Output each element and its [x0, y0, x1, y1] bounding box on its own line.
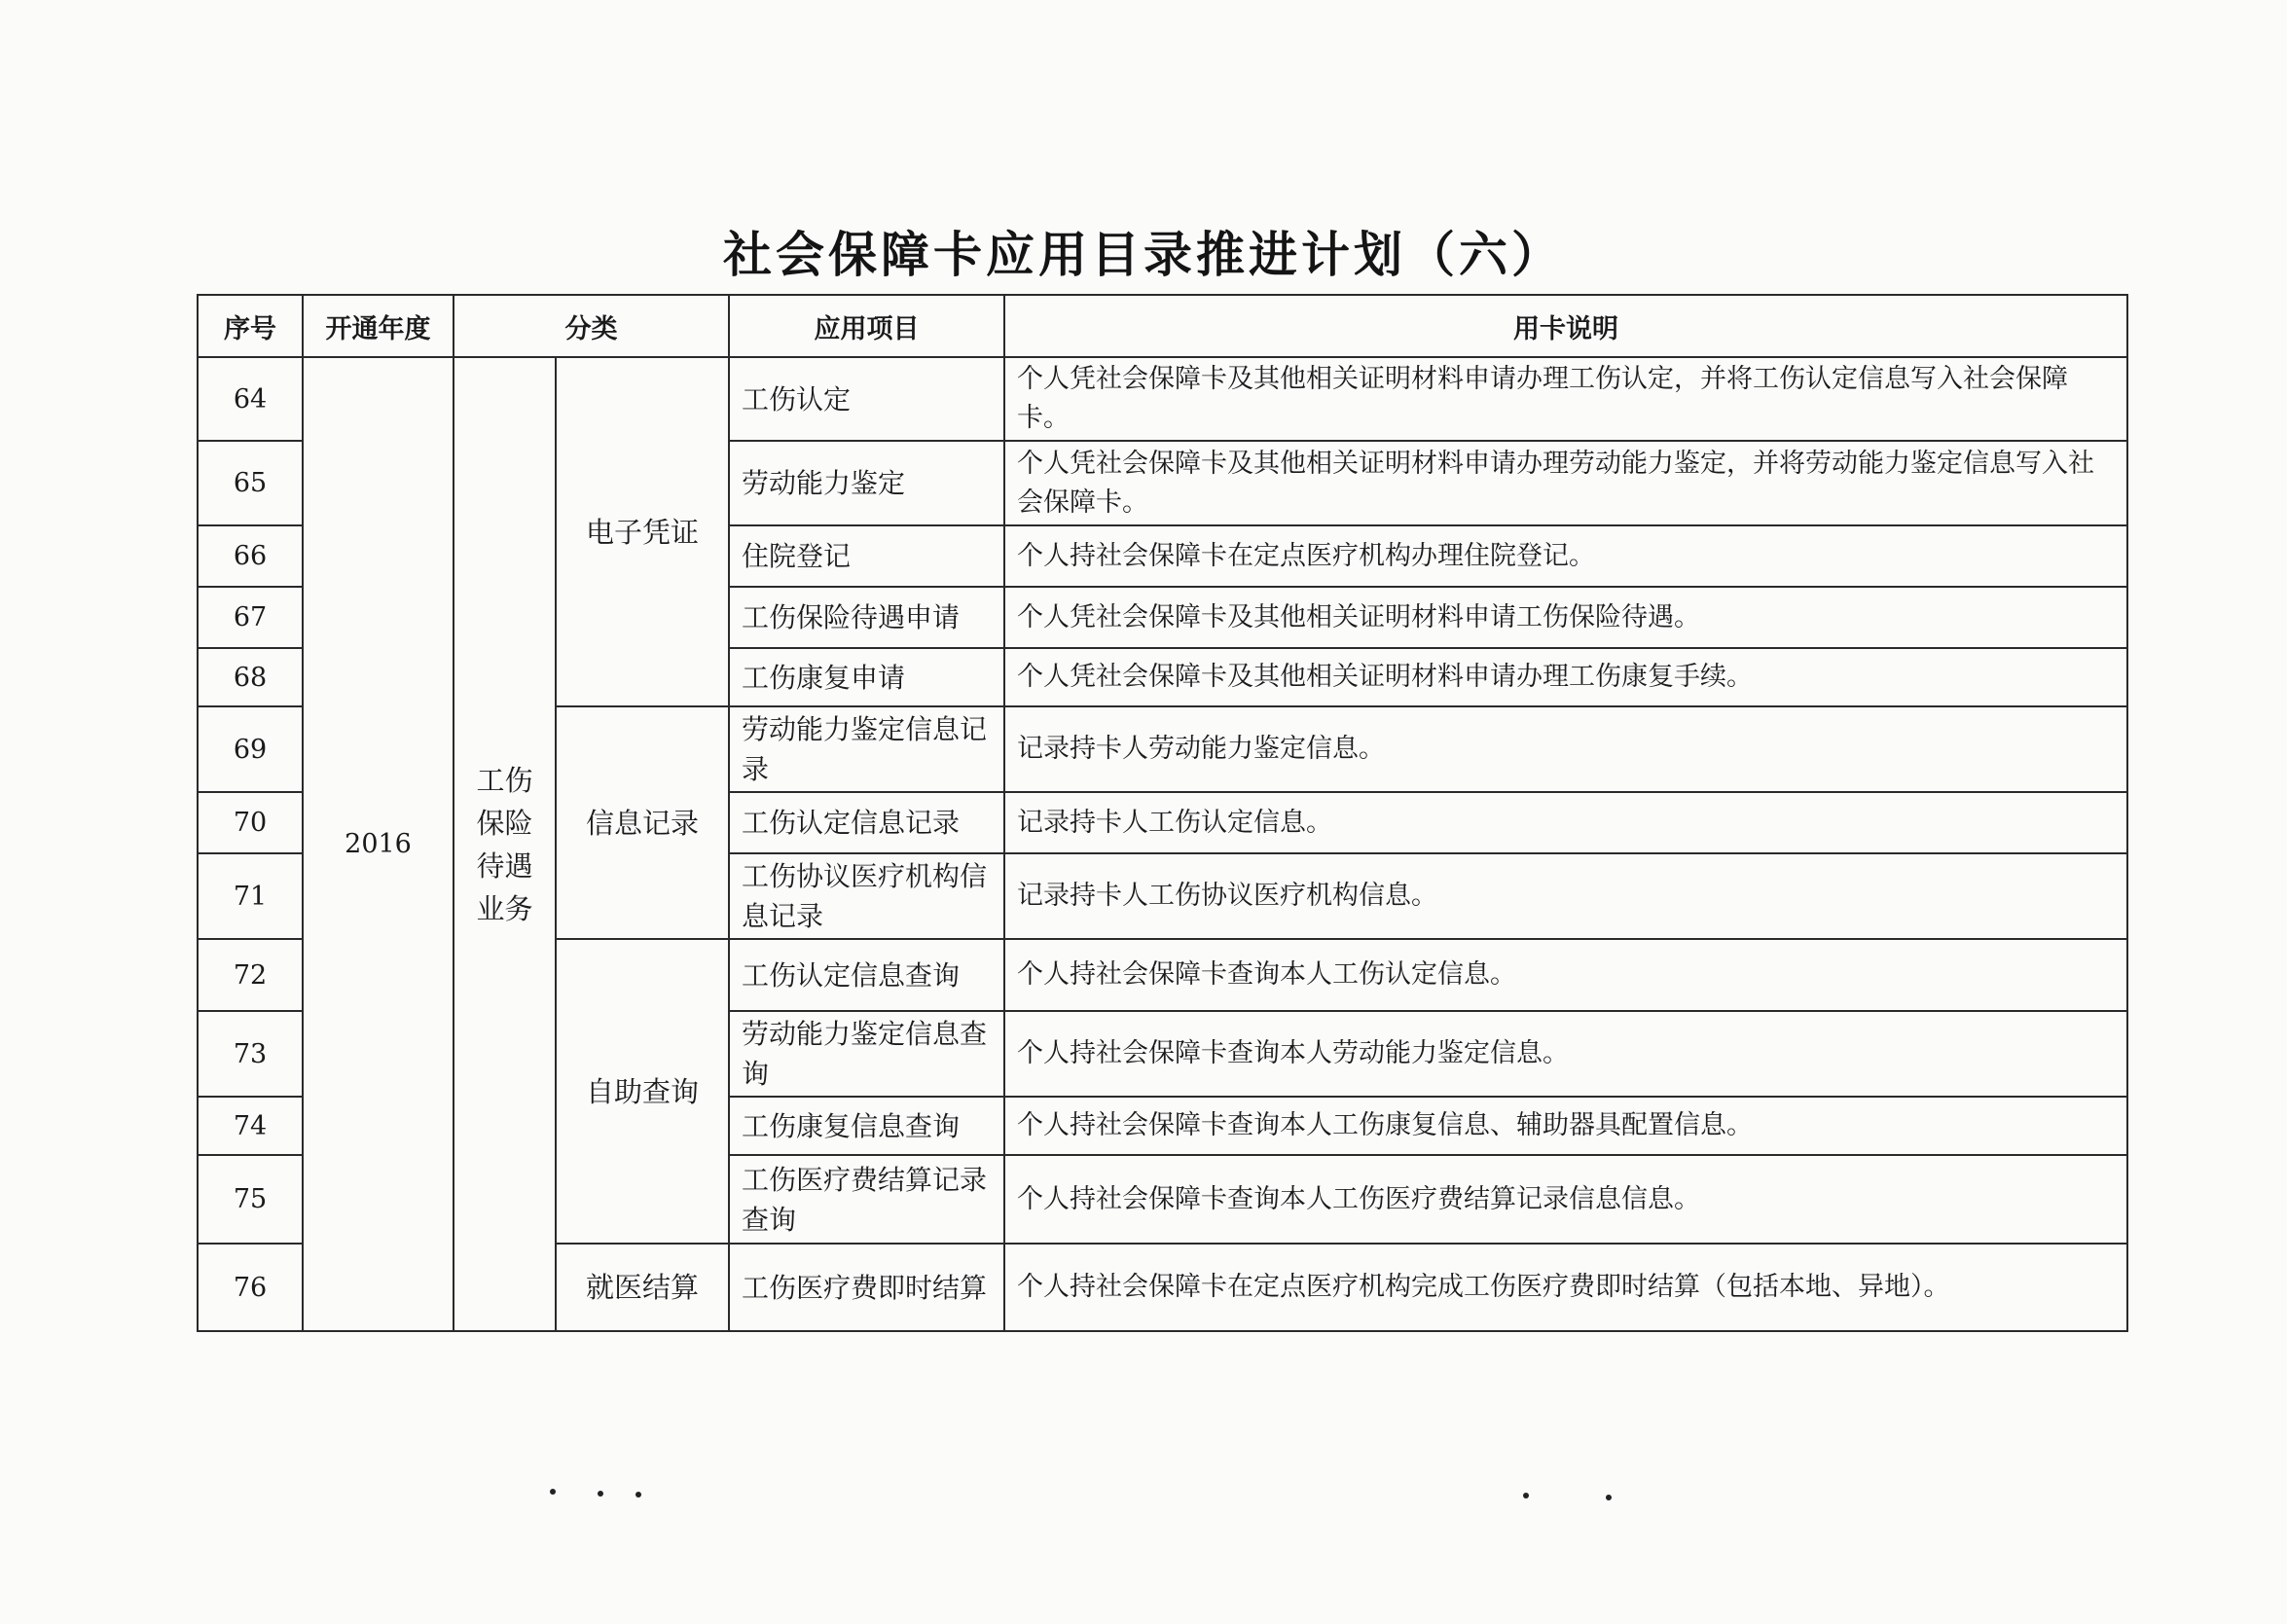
item-cell: 工伤医疗费即时结算	[729, 1244, 1004, 1331]
description-cell: 记录持卡人劳动能力鉴定信息。	[1004, 706, 2127, 792]
description-cell: 记录持卡人工伤协议医疗机构信息。	[1004, 853, 2127, 939]
item-cell: 工伤认定信息记录	[729, 792, 1004, 853]
row-number: 67	[198, 587, 303, 648]
subcategory-info-record: 信息记录	[556, 706, 729, 939]
row-number: 76	[198, 1244, 303, 1331]
row-number: 73	[198, 1011, 303, 1097]
item-cell: 住院登记	[729, 525, 1004, 587]
description-cell: 个人持社会保障卡查询本人工伤康复信息、辅助器具配置信息。	[1004, 1097, 2127, 1155]
scan-speck	[635, 1492, 641, 1498]
item-cell: 工伤认定	[729, 357, 1004, 441]
item-cell: 劳动能力鉴定信息记录	[729, 706, 1004, 792]
scan-speck	[1523, 1493, 1529, 1498]
description-cell: 个人凭社会保障卡及其他相关证明材料申请办理工伤认定，并将工伤认定信息写入社会保障卡。	[1004, 357, 2127, 441]
item-cell: 工伤医疗费结算记录查询	[729, 1155, 1004, 1244]
page-title: 社会保障卡应用目录推进计划（六）	[723, 227, 1564, 283]
row-number: 72	[198, 939, 303, 1011]
application-plan-table	[197, 294, 2128, 1332]
scan-speck	[598, 1491, 603, 1497]
description-cell: 个人凭社会保障卡及其他相关证明材料申请工伤保险待遇。	[1004, 587, 2127, 648]
header-seq: 序号	[198, 295, 303, 357]
item-cell: 工伤保险待遇申请	[729, 587, 1004, 648]
item-cell: 劳动能力鉴定	[729, 441, 1004, 525]
row-number: 75	[198, 1155, 303, 1244]
description-cell: 个人持社会保障卡在定点医疗机构完成工伤医疗费即时结算（包括本地、异地）。	[1004, 1244, 2127, 1331]
item-cell: 工伤康复申请	[729, 648, 1004, 706]
row-number: 71	[198, 853, 303, 939]
item-cell: 工伤康复信息查询	[729, 1097, 1004, 1155]
description-cell: 个人凭社会保障卡及其他相关证明材料申请办理劳动能力鉴定，并将劳动能力鉴定信息写入社会保障卡。	[1004, 441, 2127, 525]
header-item: 应用项目	[729, 295, 1004, 357]
description-cell: 记录持卡人工伤认定信息。	[1004, 792, 2127, 853]
header-year: 开通年度	[303, 295, 454, 357]
row-number: 66	[198, 525, 303, 587]
item-cell: 工伤协议医疗机构信息记录	[729, 853, 1004, 939]
row-number: 69	[198, 706, 303, 792]
table-header-row	[198, 295, 2127, 357]
year-cell: 2016	[303, 357, 454, 1331]
description-cell: 个人持社会保障卡查询本人劳动能力鉴定信息。	[1004, 1011, 2127, 1097]
row-number: 65	[198, 441, 303, 525]
description-cell: 个人持社会保障卡查询本人工伤医疗费结算记录信息信息。	[1004, 1155, 2127, 1244]
description-cell: 个人持社会保障卡在定点医疗机构办理住院登记。	[1004, 525, 2127, 587]
row-number: 70	[198, 792, 303, 853]
description-cell: 个人凭社会保障卡及其他相关证明材料申请办理工伤康复手续。	[1004, 648, 2127, 706]
subcategory-self-query: 自助查询	[556, 939, 729, 1244]
row-number: 74	[198, 1097, 303, 1155]
header-description: 用卡说明	[1004, 295, 2127, 357]
scan-speck	[550, 1489, 556, 1495]
item-cell: 劳动能力鉴定信息查询	[729, 1011, 1004, 1097]
item-cell: 工伤认定信息查询	[729, 939, 1004, 1011]
subcategory-settlement: 就医结算	[556, 1244, 729, 1331]
table-row	[198, 357, 2127, 441]
description-cell: 个人持社会保障卡查询本人工伤认定信息。	[1004, 939, 2127, 1011]
subcategory-e-voucher: 电子凭证	[556, 357, 729, 706]
header-category: 分类	[454, 295, 729, 357]
scan-speck	[1606, 1495, 1612, 1500]
business-category-cell: 工伤保险待遇业务	[454, 357, 556, 1331]
row-number: 68	[198, 648, 303, 706]
row-number: 64	[198, 357, 303, 441]
